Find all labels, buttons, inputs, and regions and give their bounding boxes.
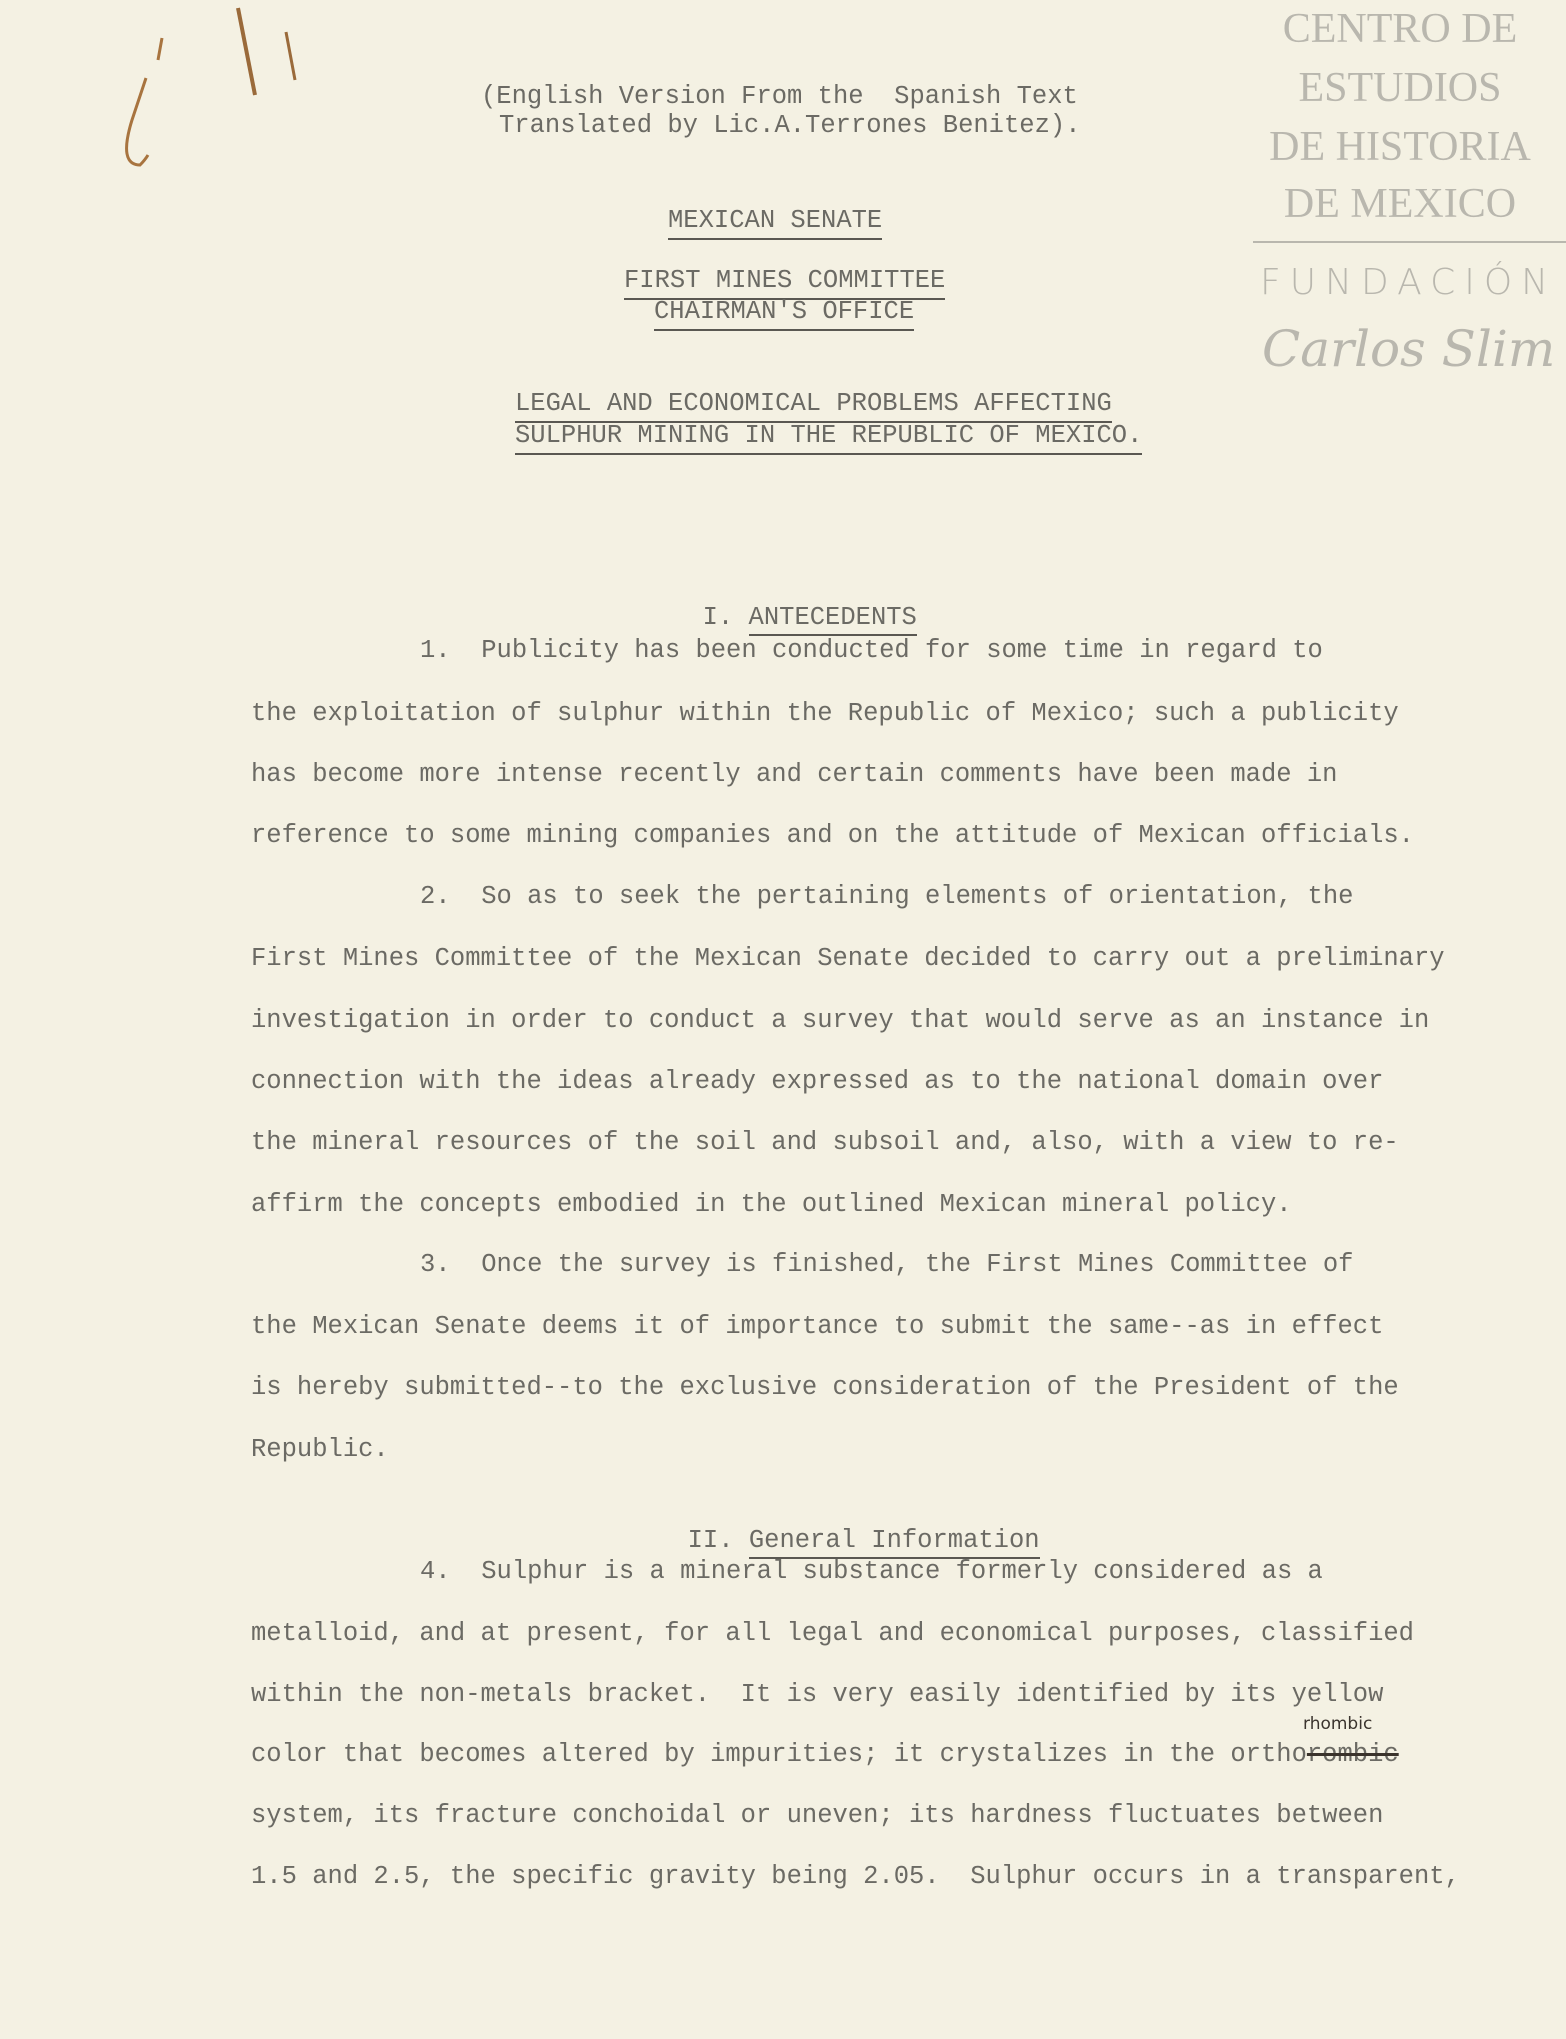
section-heading: [672, 573, 917, 633]
body-line: investigation in order to conduct a survey that would serve as an instance in: [251, 1006, 1430, 1035]
struck-word: rombic: [1306, 1740, 1399, 1769]
body-line: has become more intense recently and certain comments have been made in: [251, 760, 1338, 789]
body-line: connection with the ideas already expressed as to the national domain over: [251, 1067, 1384, 1096]
body-line: affirm the concepts embodied in the outlined Mexican mineral policy.: [251, 1190, 1292, 1219]
watermark-line: ESTUDIOS: [1298, 65, 1502, 111]
section-number: I.: [702, 603, 734, 632]
committee-heading: FIRST MINES COMMITTEE: [624, 266, 945, 300]
watermark-line: CENTRO DE: [1282, 6, 1518, 52]
section-heading: [657, 1496, 1040, 1556]
body-line: the exploitation of sulphur within the Republic of Mexico; such a publicity: [251, 699, 1399, 728]
section-title: ANTECEDENTS: [749, 603, 917, 636]
body-line: the Mexican Senate deems it of importance to submit the same--as in effect: [251, 1312, 1384, 1341]
document-title: SULPHUR MINING IN THE REPUBLIC OF MEXICO.: [515, 421, 1142, 455]
watermark-line: DE MEXICO: [1283, 181, 1517, 227]
translation-note: (English Version From the Spanish Text: [481, 82, 1078, 111]
watermark-divider: [1253, 241, 1566, 243]
body-line: the mineral resources of the soil and subsoil and, also, with a view to re-: [251, 1128, 1399, 1157]
section-number: II.: [687, 1526, 734, 1555]
body-line: First Mines Committee of the Mexican Senate decided to carry out a preliminary: [251, 944, 1445, 973]
document-title: LEGAL AND ECONOMICAL PROBLEMS AFFECTING: [515, 389, 1112, 423]
body-line: reference to some mining companies and on the attitude of Mexican officials.: [251, 821, 1414, 850]
body-line-text: color that becomes altered by impurities; it crystalizes in the ortho: [251, 1740, 1307, 1769]
body-line: 2. So as to seek the pertaining elements of orientation, the: [420, 882, 1354, 911]
body-line: [251, 1740, 1399, 1770]
body-line: 1. Publicity has been conducted for some time in regard to: [420, 636, 1323, 665]
watermark-line: DE HISTORIA: [1269, 124, 1531, 170]
handwritten-marks: [0, 0, 400, 200]
body-line: 3. Once the survey is finished, the First Mines Committee of: [420, 1250, 1354, 1279]
body-line: metalloid, and at present, for all legal and economical purposes, classified: [251, 1619, 1414, 1648]
body-line: is hereby submitted--to the exclusive consideration of the President of the: [251, 1373, 1399, 1402]
watermark-fundacion: FUNDACIÓN: [1260, 262, 1558, 303]
translation-note: Translated by Lic.A.Terrones Benitez).: [499, 111, 1081, 140]
body-line: system, its fracture conchoidal or uneven; its hardness fluctuates between: [251, 1801, 1384, 1830]
handwritten-correction: rhombic: [1303, 1714, 1373, 1734]
org-heading: MEXICAN SENATE: [668, 206, 882, 240]
body-line: Republic.: [251, 1435, 389, 1464]
body-line: 4. Sulphur is a mineral substance formerly considered as a: [420, 1557, 1323, 1586]
body-line: 1.5 and 2.5, the specific gravity being 2.05. Sulphur occurs in a transparent,: [251, 1862, 1460, 1891]
body-line: within the non-metals bracket. It is very easily identified by its yellow: [251, 1680, 1384, 1709]
office-heading: CHAIRMAN'S OFFICE: [654, 297, 914, 331]
section-title: General Information: [749, 1526, 1040, 1559]
watermark-signature: Carlos Slim: [1262, 320, 1556, 378]
